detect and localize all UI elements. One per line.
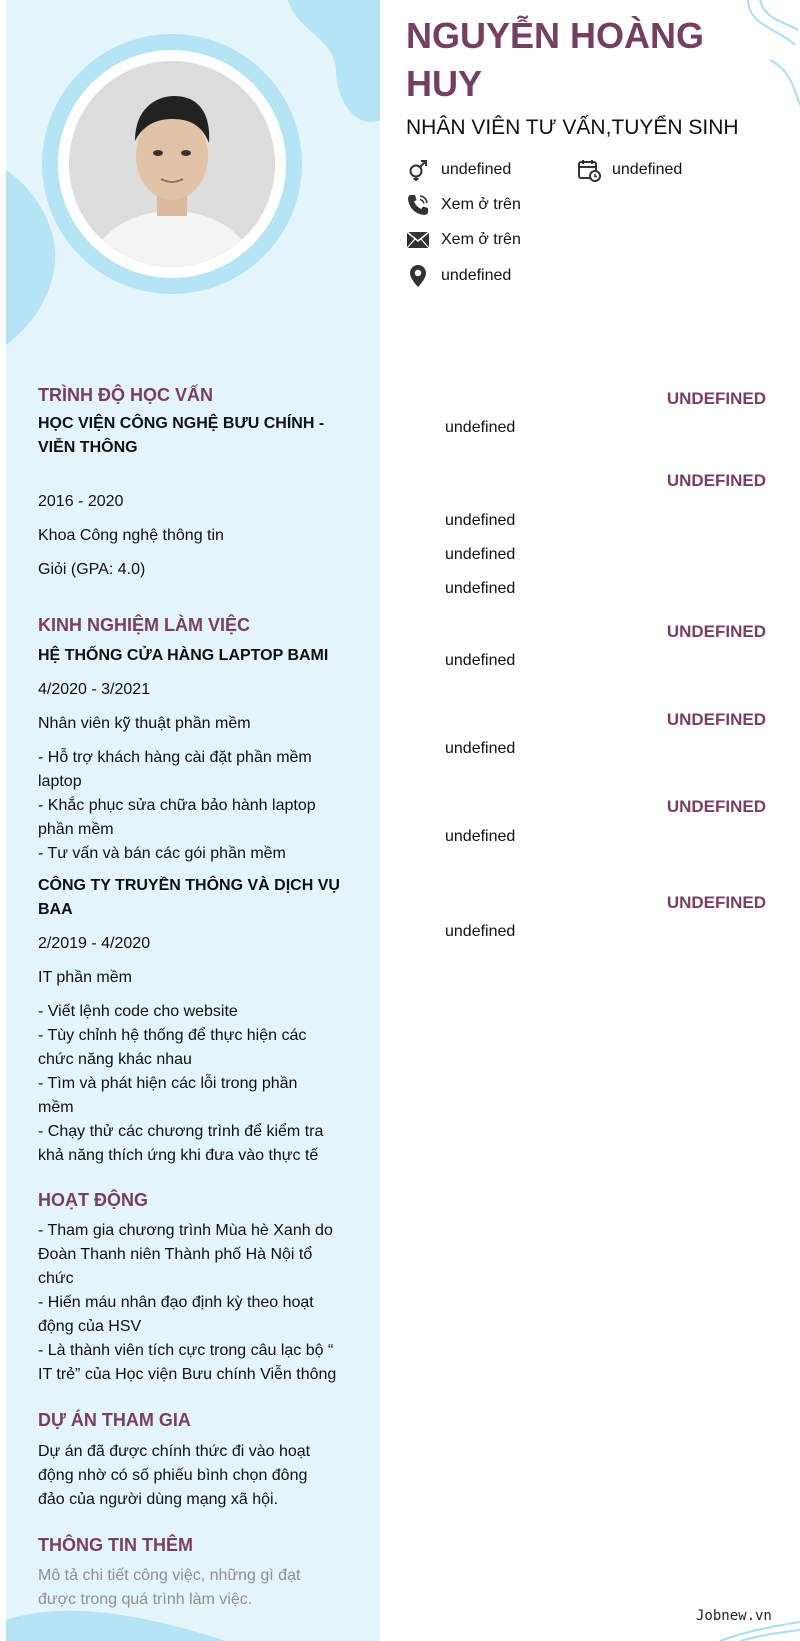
experience-title: KINH NGHIỆM LÀM VIỆC — [38, 615, 251, 635]
job-description: - Hỗ trợ khách hàng cài đặt phần mềm laptop - Khắc phục sửa chữa bảo hành laptop phần mềm - Tư vấn và bán các gói phần mềm — [38, 749, 316, 862]
education-grade: Giỏi (GPA: 4.0) — [38, 561, 146, 578]
right-section-heading: UNDEFINED — [666, 710, 766, 729]
job-description: - Viết lệnh code cho website - Tùy chỉnh hệ thống để thực hiện các chức năng khác nhau - Tìm và phát hiện các lỗi trong phần mềm - Chạy thử các chương trình để kiểm tra khả năng thích ứng khi đưa vào thực tế — [38, 1003, 324, 1164]
right-section-item: undefined — [445, 652, 516, 669]
right-section-heading: UNDEFINED — [666, 797, 766, 816]
email-value: Xem ở trên — [441, 231, 521, 248]
projects-title: DỰ ÁN THAM GIA — [38, 1410, 191, 1430]
right-section-item: undefined — [445, 419, 516, 436]
activities-title: HOẠT ĐỘNG — [38, 1190, 148, 1210]
phone-info — [406, 193, 521, 217]
address-info — [406, 264, 511, 288]
activities-list: - Tham gia chương trình Mùa hè Xanh do Đoàn Thanh niên Thành phố Hà Nội tổ chức - Hiến máu nhân đạo định kỳ theo hoạt động của HSV - Là thành viên tích cực trong câu lạc bộ “ IT trẻ” của Học viện Bưu chính Viễn thông — [38, 1222, 337, 1383]
right-section-heading: UNDEFINED — [666, 622, 766, 641]
brand-watermark: Jobnew.vn — [696, 1608, 772, 1624]
address-value: undefined — [441, 267, 512, 284]
education-title: TRÌNH ĐỘ HỌC VẤN — [38, 385, 213, 405]
right-section-item: undefined — [445, 546, 516, 563]
location-icon — [406, 264, 430, 288]
email-info — [406, 228, 521, 252]
right-section-item: undefined — [445, 828, 516, 845]
gender-info — [406, 158, 511, 182]
job-company: CÔNG TY TRUYỀN THÔNG VÀ DỊCH VỤ BAA — [38, 877, 340, 918]
calendar-icon — [577, 158, 601, 182]
job-role: IT phần mềm — [38, 969, 132, 986]
phone-value: Xem ở trên — [441, 196, 521, 213]
candidate-position: NHÂN VIÊN TƯ VẤN,TUYỂN SINH — [406, 116, 739, 139]
job-company: HỆ THỐNG CỬA HÀNG LAPTOP BAMI — [38, 647, 329, 664]
job-period: 4/2020 - 3/2021 — [38, 681, 151, 698]
projects-text: Dự án đã được chính thức đi vào hoạt động nhờ có số phiếu bình chọn đông đảo của người dùng mạng xã hội. — [38, 1443, 311, 1508]
education-school: HỌC VIỆN CÔNG NGHỆ BƯU CHÍNH - VIỄN THÔNG — [38, 415, 325, 456]
education-major: Khoa Công nghệ thông tin — [38, 527, 224, 544]
education-period: 2016 - 2020 — [38, 493, 124, 510]
right-section-item: undefined — [445, 512, 516, 529]
candidate-name: NGUYỄN HOÀNG HUY — [406, 15, 705, 104]
birthday-info — [577, 158, 682, 182]
job-role: Nhân viên kỹ thuật phần mềm — [38, 715, 251, 732]
profile-photo — [69, 61, 275, 267]
right-section-heading: UNDEFINED — [666, 389, 766, 408]
left-sidebar — [6, 0, 380, 1641]
right-section-item: undefined — [445, 923, 516, 940]
right-section-item: undefined — [445, 580, 516, 597]
job-period: 2/2019 - 4/2020 — [38, 935, 151, 952]
phone-icon — [406, 193, 430, 217]
birthday-value: undefined — [612, 161, 683, 178]
extra-text: Mô tả chi tiết công việc, những gì đạt được trong quá trình làm việc. — [38, 1567, 301, 1608]
right-section-heading: UNDEFINED — [666, 471, 766, 490]
right-section-heading: UNDEFINED — [666, 893, 766, 912]
extra-title: THÔNG TIN THÊM — [38, 1535, 193, 1555]
gender-icon — [406, 158, 430, 182]
email-icon — [406, 228, 430, 252]
right-section-item: undefined — [445, 740, 516, 757]
gender-value: undefined — [441, 161, 512, 178]
